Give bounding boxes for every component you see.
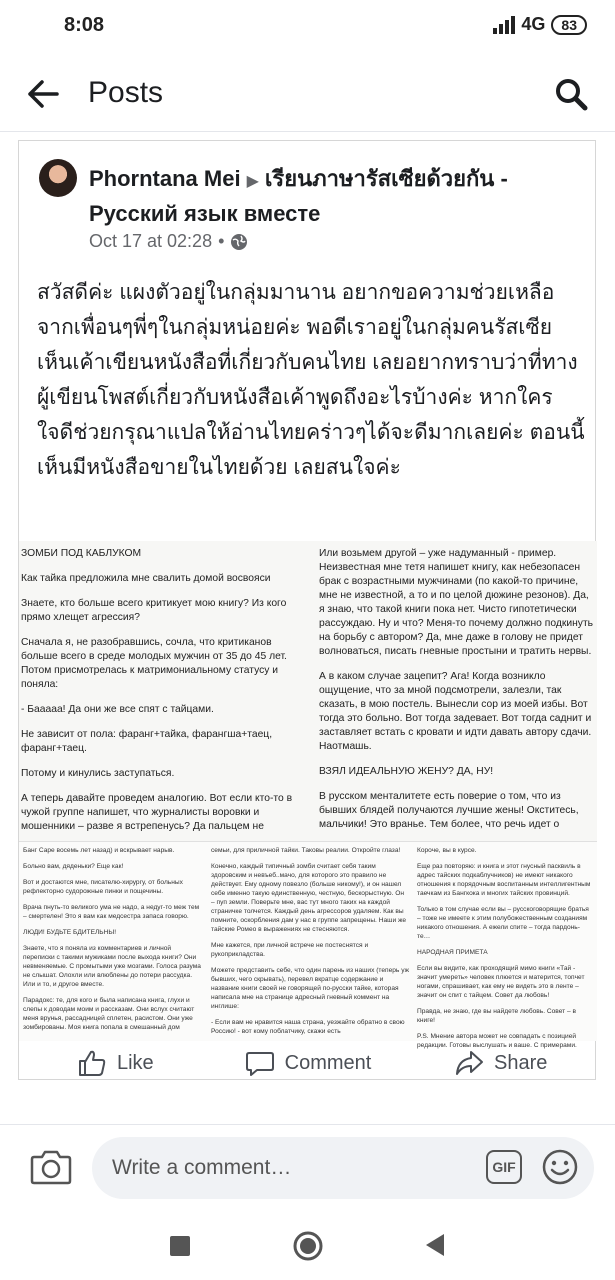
app-bar	[0, 56, 615, 132]
scan-paragraph: Парадокс: те, для кого и была написана книга, глухи и слепы к доводам моим и рассказам. Они вслух считают меня врунья, рассадницей сплетен, расистом. Они уже зомбированы. Моя книга попала в смешанный дом	[23, 997, 195, 1031]
signal-icon	[493, 16, 515, 34]
status-time: 8:08	[64, 14, 105, 36]
scan-column-2	[211, 846, 409, 1043]
scan-paragraph: ВЗЯЛ ИДЕАЛЬНУЮ ЖЕНУ? ДА, НУ!	[319, 766, 494, 777]
post-date[interactable]: Oct 17 at 02:28	[89, 231, 213, 251]
scan-paragraph: Еще раз повторяю: и книга и этот гнусный пасквиль в адрес тайских подкаблучников) не имеют никакого отношения к порядочным воспитанным интеллигентным таечкам из Бангкока и многих тайских провинций.	[417, 863, 591, 897]
scan-paragraph: Конечно, каждый типичный зомби считает себя таким здоровским и невъеб..мачо, для которого это правило не действует. Ему одному повезло (больше никому!), и он нашел себе именно такую единственную, честную, бескорыстную. Он – пуп земли. Поверьте мне, вас тут много таких на каждой страничке толчется. Каждый день агрессоров удаляем. Как вы помните, оскорбления дам у нас в группе запрещены. Наши же тайские Ромео в выражениях не стесняются.	[211, 863, 407, 933]
gif-button[interactable]: GIF	[486, 1150, 522, 1184]
post-card	[18, 140, 596, 1080]
group-name[interactable]: เรียนภาษารัสเซียด้วยกัน - Русский язык вместе	[89, 166, 508, 226]
share-button[interactable]	[404, 1046, 597, 1080]
network-type: 4G	[521, 14, 546, 34]
comment-icon	[245, 1048, 275, 1078]
emoji-icon[interactable]	[542, 1149, 578, 1185]
home-icon[interactable]	[292, 1230, 324, 1262]
post-image-1[interactable]	[19, 541, 597, 841]
scan-paragraph: Больно вам, дяденьки? Еще как!	[23, 863, 124, 870]
scan-paragraph: А теперь давайте проведем аналогию. Вот если кто-то в чужой группе напишет, что журналисты воровки и мошенники – разве я встрепенусь? Да пальцем не	[21, 793, 293, 832]
scan-column-3	[417, 846, 593, 1057]
globe-icon	[230, 233, 248, 251]
meta-separator: •	[218, 231, 225, 251]
search-icon[interactable]	[553, 76, 589, 112]
avatar[interactable]	[39, 159, 77, 197]
scan-paragraph: В русском менталитете есть поверие о том, что из бывших блядей получаются лучшие жены! Окститесь, мальчики! Это вранье. Тем более, что речь идет о	[319, 791, 579, 830]
thumbs-up-icon	[77, 1048, 107, 1078]
scan-paragraph: Знаете, что я поняла из комментариев и личной переписки с такими мужиками после выхода книги? Они невменяемые. С промытыми уже мозгами. Голоса разума не слышат. Олохли или влюблены до потери рассудка. Или и то, и другое вместе.	[23, 945, 201, 988]
camera-icon[interactable]	[30, 1147, 72, 1187]
page-title: Posts	[88, 76, 164, 109]
comment-button[interactable]	[212, 1046, 405, 1080]
back-triangle-icon[interactable]	[424, 1232, 446, 1258]
scan-paragraph: Только в том случае если вы – русскоговорящие братья – тоже не имеете к этим полубожественным созданиям никакого отношения. А ежели спите – тогда пардонь-те…	[417, 906, 589, 940]
recents-icon[interactable]	[170, 1236, 190, 1256]
arrow-left-icon[interactable]	[26, 78, 60, 110]
scan-paragraph: Вот и достаются мне, писателю-хирургу, от больных рефлекторно судорожные пинки и пощечины.	[23, 879, 183, 895]
like-button[interactable]	[19, 1046, 212, 1080]
status-bar	[0, 0, 615, 56]
battery-icon: 83	[551, 15, 587, 35]
scan-paragraph: Правда, не знаю, где вы найдете любовь. Совет – в книге!	[417, 1008, 577, 1024]
arrow-right-icon: ▶	[246, 173, 259, 190]
scan-paragraph: Мне кажется, при личной встрече не постеснятся и рукоприкладства.	[211, 942, 369, 958]
comment-composer	[0, 1124, 615, 1214]
scan-paragraph: Потому и кинулись заступаться.	[21, 768, 175, 779]
like-label: Like	[116, 1051, 154, 1074]
scan-paragraph: Короче, вы в курсе.	[417, 847, 477, 854]
post-image-2[interactable]	[19, 841, 597, 1049]
scan-column-left	[21, 547, 309, 845]
comment-label: Comment	[284, 1051, 372, 1074]
scan-paragraph: семьи, для приличной тайки. Таковы реалии. Откройте глаза!	[211, 847, 401, 854]
scan-paragraph: Как тайка предложила мне свалить домой восвояси	[21, 573, 271, 584]
scan-paragraph: P.S. Мнение автора может не совпадать с позицией редакции. Готовы выслушать и ваше. С примерами.	[417, 1033, 577, 1049]
scan-paragraph: А в каком случае зацепит? Ага! Когда возникло ощущение, что за мной подсмотрели, залезли, так сказать, в мою постель. Вынесли сор из моей избы. Вот тогда это больно. Вот тогда задевает. Вот тогда саднит и заставляет встать с кровати и идти давать автору сдачи. Наотмашь.	[319, 671, 592, 752]
scan-paragraph: Банг Саре восемь лет назад) и вскрывает нарыв.	[23, 847, 175, 854]
scan-paragraph: - Бааааа! Да они же все спят с тайцами.	[21, 704, 214, 715]
share-icon	[454, 1048, 484, 1078]
share-label: Share	[493, 1051, 548, 1074]
scan-paragraph: ЛЮДИ! БУДЬТЕ БДИТЕЛЬНЫ!	[23, 929, 117, 936]
status-indicators	[493, 14, 587, 35]
scan-paragraph: - Если вам не нравится наша страна, уезжайте обратно в свою Россию! - вот кому поблатчику, скажи есть	[211, 1019, 405, 1035]
author-name[interactable]: Phorntana Mei	[89, 166, 241, 191]
scan-paragraph: ЗОМБИ ПОД КАБЛУКОМ	[21, 548, 142, 559]
scan-paragraph: Или возьмем другой – уже надуманный - пример. Неизвестная мне тетя напишет книгу, как небезопасен брак с возрастными мужчинами (по какой-то причине, мне не известной, а то и по целой дюжине резонов). Да, я знаю, что такой книги пока нет. Чисто гипотетически рассуждаю. Ну и что? Меня-то почему должно подкинуть на борьбу с автором? Да, мне даже в голову не придет волноваться, писать гневные простыни и тратить нервы.	[319, 548, 594, 657]
scan-paragraph: Врача пнуть-то великого ума не надо, а недуг-то меж тем – смертелен! Это я вам как медсестра запаса говорю.	[23, 904, 200, 920]
scan-paragraph: НАРОДНАЯ ПРИМЕТА	[417, 949, 488, 956]
scan-paragraph: Не зависит от пола: фаранг+тайка, фарангша+таец, фаранг+таец.	[21, 729, 273, 754]
scan-column-1	[23, 846, 203, 1039]
system-nav-bar	[0, 1214, 615, 1280]
scan-paragraph: Сначала я, не разобравшись, сочла, что критиканов больше всего в среде молодых мужчин от 35 до 45 лет. Потом присмотрелась к матримониальному статусу и поняла:	[21, 637, 287, 690]
scan-paragraph: Можете представить себе, что один парень из наших (теперь уж бывших, чего скрывать), перевел вкратце содержание и название книги своей не говорящей по-русски тайке, которая написала мне на странице адресный гневный коммент на инглише:	[211, 967, 409, 1010]
post-text: สวัสดีค่ะ แผงตัวอยู่ในกลุ่มมานาน อยากขอความช่วยเหลือจากเพื่อนๆพี่ๆในกลุ่มหน่อยค่ะ พอดีเราอยู่ในกลุ่มคนรัสเซีย เห็นเค้าเขียนหนังสือที่เกี่ยวกับคนไทย เลยอยากทราบว่าที่ทางผู้เขียนโพสต์เกี่ยวกับหนังสือเค้าพูดถึงอะไรบ้างค่ะ หากใครใจดีช่วยกรุณาแปลให้อ่านไทยคร่าวๆได้จะดีมากเลยค่ะ ตอนนี้เห็นมีหนังสือขายในไทยด้วย เลยสนใจค่ะ	[37, 281, 585, 479]
scan-column-right	[319, 547, 597, 843]
post-header	[89, 163, 579, 230]
post-meta	[89, 231, 248, 252]
post-actions	[19, 1046, 597, 1080]
scan-paragraph: Знаете, кто больше всего критикует мою книгу? Из кого прямо хлещет агрессия?	[21, 598, 287, 623]
scan-paragraph: Если вы видите, как проходящий мимо книги «Тай - значит умереть» человек плюется и матерится, топчет ногами, спрашивает, как ему не видеть это в ленте – значит он спит с тайцем. Совет да любовь!	[417, 965, 585, 999]
